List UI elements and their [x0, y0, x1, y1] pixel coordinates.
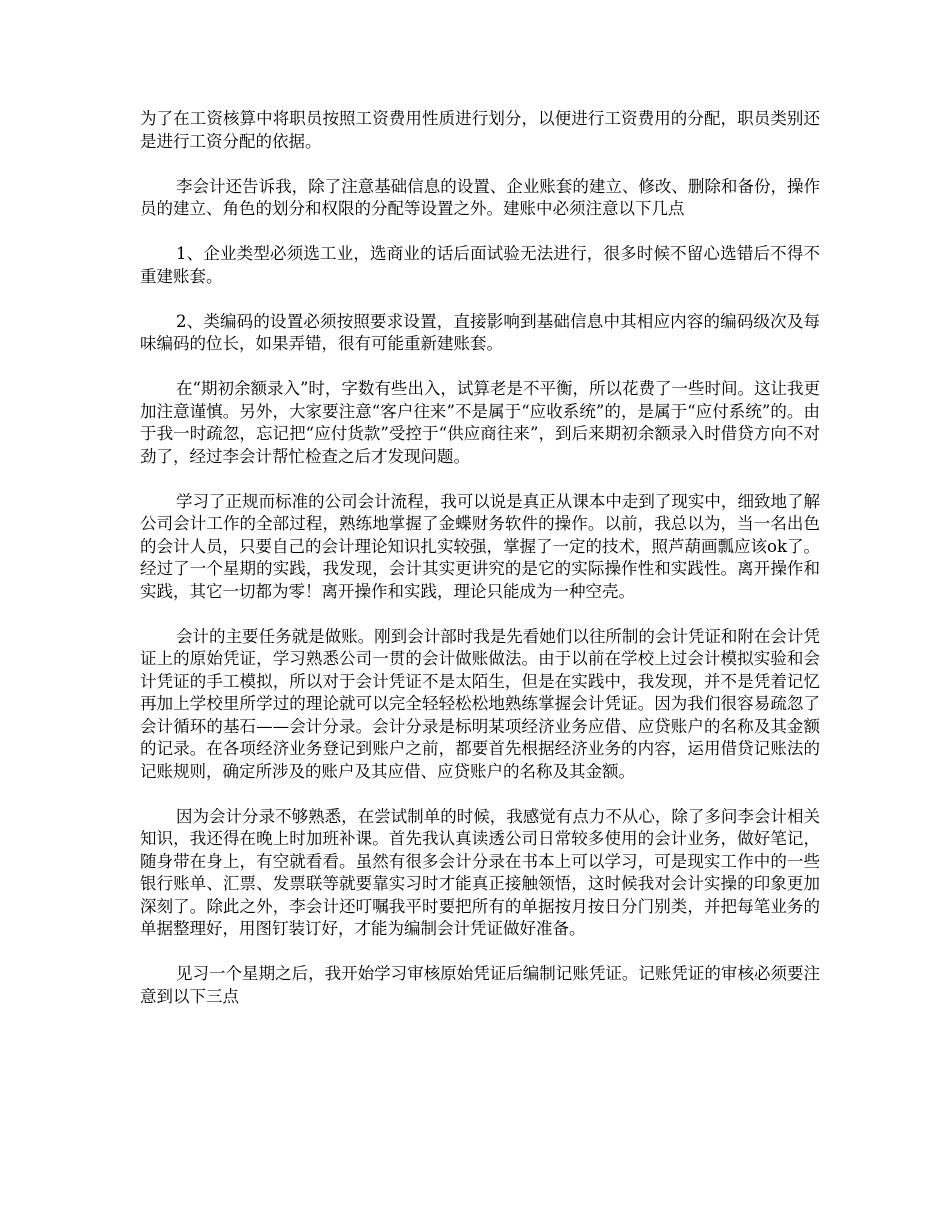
paragraph-6: 学习了正规而标准的公司会计流程，我可以说是真正从课本中走到了现实中，细致地了解公司会计工作的全部过程，熟练地掌握了金蝶财务软件的操作。以前，我总以为，当一名出色的会计人员，只要自己的会计理论知识扎实较强，掌握了一定的技术，照芦葫画瓢应该ok了。经过了一个星期的实践，我发现，会计其实更讲究的是它的实际操作性和实践性。离开操作和实践，其它一切都为零！离开操作和实践，理论只能成为一种空壳。: [140, 491, 820, 601]
paragraph-7: 会计的主要任务就是做账。刚到会计部时我是先看她们以往所制的会计凭证和附在会计凭证上的原始凭证，学习熟悉公司一贯的会计做账做法。由于以前在学校上过会计模拟实验和会计凭证的手工模拟，所以对于会计凭证不是太陌生，但是在实践中，我发现，并不是凭着记忆再加上学校里所学过的理论就可以完全轻轻松松地熟练掌握会计凭证。因为我们很容易疏忽了会计循环的基石——会计分录。会计分录是标明某项经济业务应借、应贷账户的名称及其金额的记录。在各项经济业务登记到账户之前，都要首先根据经济业务的内容，运用借贷记账法的记账规则，确定所涉及的账户及其应借、应贷账户的名称及其金额。: [140, 626, 820, 781]
paragraph-8: 因为会计分录不够熟悉，在尝试制单的时候，我感觉有点力不从心，除了多问李会计相关知识，我还得在晚上时加班补课。首先我认真读透公司日常较多使用的会计业务，做好笔记，随身带在身上，有空就看看。虽然有很多会计分录在书本上可以学习，可是现实工作中的一些银行账单、汇票、发票联等就要靠实习时才能真正接触领悟，这时候我对会计实操的印象更加深刻了。除此之外，李会计还叮嘱我平时要把所有的单据按月按日分门别类，并把每笔业务的单据整理好，用图钉装订好，才能为编制会计凭证做好准备。: [140, 806, 820, 938]
document-body: [140, 108, 820, 1031]
paragraph-4: 2、类编码的设置必须按照要求设置，直接影响到基础信息中其相应内容的编码级次及每味编码的位长，如果弄错，很有可能重新建账套。: [140, 311, 820, 353]
paragraph-9: 见习一个星期之后，我开始学习审核原始凭证后编制记账凭证。记账凭证的审核必须要注意到以下三点: [140, 964, 820, 1006]
paragraph-1: 为了在工资核算中将职员按照工资费用性质进行划分，以便进行工资费用的分配，职员类别还是进行工资分配的依据。: [140, 109, 820, 151]
paragraph-5: 在“期初余额录入”时，字数有些出入，试算老是不平衡，所以花费了一些时间。这让我更加注意谨慎。另外，大家要注意“客户往来”不是属于“应收系统”的，是属于“应付系统”的。由于我一时疏忽，忘记把“应付货款”受控于“供应商往来”，到后来期初余额录入时借贷方向不对劲了，经过李会计帮忙检查之后才发现问题。: [140, 379, 820, 466]
paragraph-2: 李会计还告诉我，除了注意基础信息的设置、企业账套的建立、修改、删除和备份，操作员的建立、角色的划分和权限的分配等设置之外。建账中必须注意以下几点: [140, 176, 820, 218]
paragraph-3: 1、企业类型必须选工业，选商业的话后面试验无法进行，很多时候不留心选错后不得不重建账套。: [140, 244, 820, 286]
